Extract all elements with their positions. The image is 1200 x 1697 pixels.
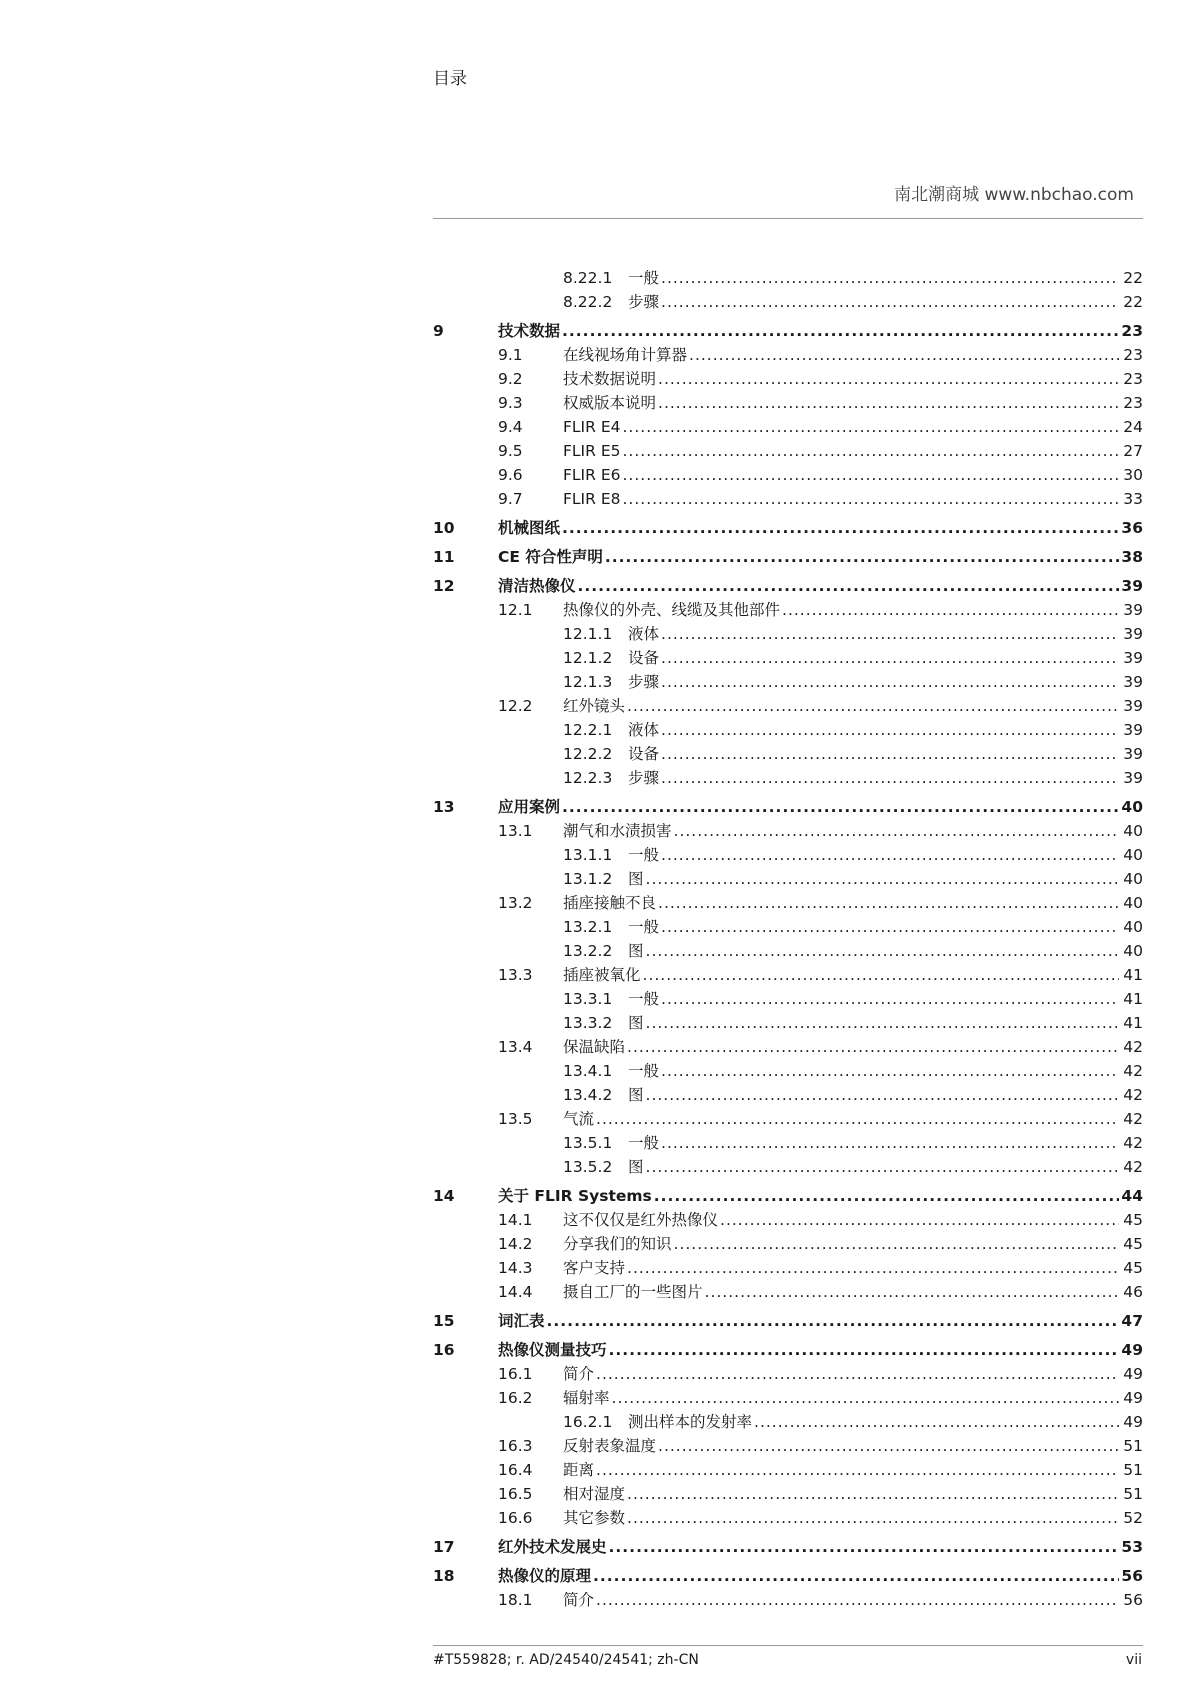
toc-dot-leader [661,646,1119,670]
toc-entry-title: 一般 [628,918,660,936]
toc-dot-leader [661,622,1119,646]
toc-entry-page: 39 [1123,601,1143,619]
toc-entry[interactable] [433,1256,1143,1280]
toc-dot-leader [661,266,1119,290]
toc-entry-page: 23 [1123,370,1143,388]
toc-entry[interactable] [433,516,1143,540]
toc-entry-page: 51 [1123,1485,1143,1503]
toc-entry[interactable] [433,463,1143,487]
toc-entry-page: 39 [1123,673,1143,691]
toc-entry-number: 14.4 [498,1283,533,1301]
toc-entry-title: 设备 [628,745,660,763]
toc-entry-page: 39 [1121,577,1143,595]
toc-entry-title: 一般 [628,1062,660,1080]
toc-entry-number: 13.2 [498,894,533,912]
toc-entry-title: 一般 [628,846,660,864]
toc-entry[interactable] [433,1208,1143,1232]
toc-entry[interactable] [433,439,1143,463]
toc-entry-number: 13.3.1 [563,990,613,1008]
toc-entry-page: 49 [1123,1389,1143,1407]
toc-entry-title: 步骤 [628,673,660,691]
toc-dot-leader [661,290,1119,314]
toc-entry-page: 30 [1123,466,1143,484]
toc-entry-number: 9.7 [498,490,523,508]
toc-dot-leader [622,487,1119,511]
toc-entry-title: FLIR E6 [563,466,621,484]
toc-entry-number: 13.3.2 [563,1014,613,1032]
toc-entry-title: 在线视场角计算器 [563,346,688,364]
toc-dot-leader [661,987,1119,1011]
toc-dot-leader [658,891,1119,915]
toc-entry-number: 12.1.1 [563,625,613,643]
toc-entry-page: 40 [1123,894,1143,912]
toc-entry-number: 18.1 [498,1591,533,1609]
toc-entry-title: 一般 [628,990,660,1008]
toc-entry-number: 16.2 [498,1389,533,1407]
toc-entry-number: 13.5.1 [563,1134,613,1152]
toc-dot-leader [627,694,1119,718]
toc-entry-title: 距离 [563,1461,595,1479]
toc-entry-number: 10 [433,519,455,537]
toc-entry[interactable] [433,1083,1143,1107]
toc-entry-page: 40 [1121,798,1143,816]
toc-entry-page: 22 [1123,269,1143,287]
toc-entry[interactable] [433,1309,1143,1333]
toc-entry-title: 技术数据 [498,322,561,340]
toc-entry-page: 39 [1123,697,1143,715]
toc-entry-title: 热像仪测量技巧 [498,1341,607,1359]
toc-entry-page: 45 [1123,1235,1143,1253]
toc-entry-page: 41 [1123,966,1143,984]
toc-entry[interactable] [433,819,1143,843]
toc-entry-page: 46 [1123,1283,1143,1301]
toc-dot-leader [658,391,1119,415]
watermark-text: 南北潮商城 www.nbchao.com [894,185,1134,205]
toc-entry-title: FLIR E4 [563,418,621,436]
toc-entry[interactable] [433,1280,1143,1304]
toc-entry[interactable] [433,891,1143,915]
toc-entry[interactable] [433,545,1143,569]
toc-entry-title: 图 [628,1086,644,1104]
toc-entry-page: 49 [1123,1365,1143,1383]
toc-entry-page: 40 [1123,870,1143,888]
toc-entry[interactable] [433,1386,1143,1410]
toc-dot-leader [609,1338,1119,1362]
toc-entry-number: 12.2.2 [563,745,613,763]
toc-entry-number: 9.6 [498,466,523,484]
toc-entry[interactable] [433,1232,1143,1256]
toc-entry-number: 13.4.2 [563,1086,613,1104]
toc-dot-leader [596,1588,1119,1612]
toc-entry-number: 13.5 [498,1110,533,1128]
table-of-contents [433,266,1143,1612]
toc-entry-number: 12.1.2 [563,649,613,667]
toc-entry-title: 词汇表 [498,1312,545,1330]
toc-dot-leader [578,574,1119,598]
toc-dot-leader [658,1434,1119,1458]
toc-entry[interactable] [433,1482,1143,1506]
toc-entry-title: 一般 [628,269,660,287]
toc-entry[interactable] [433,795,1143,819]
toc-entry-page: 39 [1123,769,1143,787]
toc-entry-number: 12.1.3 [563,673,613,691]
toc-entry-page: 42 [1123,1110,1143,1128]
toc-entry-number: 12.2 [498,697,533,715]
toc-entry[interactable] [433,290,1143,314]
toc-entry-number: 13.1 [498,822,533,840]
toc-entry-title: 图 [628,1014,644,1032]
toc-entry[interactable] [433,1338,1143,1362]
toc-entry-page: 42 [1123,1038,1143,1056]
toc-entry-number: 14.2 [498,1235,533,1253]
toc-dot-leader [646,939,1119,963]
toc-entry[interactable] [433,987,1143,1011]
toc-entry-title: 红外镜头 [563,697,626,715]
toc-dot-leader [622,415,1119,439]
toc-entry-page: 39 [1123,721,1143,739]
toc-entry-title: 简介 [563,1591,595,1609]
toc-dot-leader [646,1011,1119,1035]
toc-dot-leader [661,843,1119,867]
toc-entry[interactable] [433,622,1143,646]
footer-divider [433,1645,1143,1646]
toc-entry[interactable] [433,1184,1143,1208]
toc-dot-leader [705,1280,1119,1304]
toc-entry-title: 关于 FLIR Systems [498,1187,652,1205]
toc-entry-number: 16.1 [498,1365,533,1383]
toc-entry-title: 反射表象温度 [563,1437,657,1455]
toc-entry-title: FLIR E8 [563,490,621,508]
toc-dot-leader [674,1232,1119,1256]
toc-entry[interactable] [433,574,1143,598]
toc-entry-number: 9.4 [498,418,523,436]
toc-entry-title: 技术数据说明 [563,370,657,388]
toc-entry-number: 12.1 [498,601,533,619]
toc-entry-title: 相对湿度 [563,1485,626,1503]
toc-entry-page: 40 [1123,942,1143,960]
toc-entry-page: 49 [1121,1341,1143,1359]
toc-dot-leader [754,1410,1119,1434]
toc-dot-leader [661,1131,1119,1155]
toc-entry-page: 39 [1123,649,1143,667]
toc-entry[interactable] [433,1588,1143,1612]
toc-entry[interactable] [433,843,1143,867]
toc-entry-page: 56 [1123,1591,1143,1609]
toc-entry-title: 其它参数 [563,1509,626,1527]
toc-dot-leader [627,1506,1119,1530]
toc-entry-page: 23 [1121,322,1143,340]
toc-entry-title: 简介 [563,1365,595,1383]
toc-dot-leader [661,915,1119,939]
toc-dot-leader [609,1535,1119,1559]
toc-dot-leader [612,1386,1119,1410]
toc-entry-title: 步骤 [628,769,660,787]
toc-entry-page: 42 [1123,1086,1143,1104]
toc-entry-number: 16.3 [498,1437,533,1455]
toc-dot-leader [661,766,1119,790]
toc-dot-leader [562,795,1119,819]
toc-entry-number: 13.5.2 [563,1158,613,1176]
toc-entry-title: 这不仅仅是红外热像仪 [563,1211,719,1229]
toc-entry-title: 应用案例 [498,798,561,816]
toc-entry-page: 53 [1121,1538,1143,1556]
toc-entry-page: 51 [1123,1461,1143,1479]
toc-entry-number: 9.3 [498,394,523,412]
toc-entry-title: 摄自工厂的一些图片 [563,1283,703,1301]
toc-dot-leader [658,367,1119,391]
toc-dot-leader [605,545,1119,569]
toc-entry-title: 客户支持 [563,1259,626,1277]
toc-dot-leader [627,1035,1119,1059]
toc-entry[interactable] [433,1458,1143,1482]
toc-dot-leader [661,670,1119,694]
toc-entry-number: 13 [433,798,455,816]
toc-entry-number: 16.2.1 [563,1413,613,1431]
toc-entry-title: 分享我们的知识 [563,1235,672,1253]
toc-dot-leader [622,439,1119,463]
toc-entry-title: 机械图纸 [498,519,561,537]
section-title: 目录 [433,69,467,89]
toc-entry-page: 40 [1123,846,1143,864]
toc-entry-number: 9 [433,322,444,340]
toc-entry[interactable] [433,415,1143,439]
toc-entry[interactable] [433,319,1143,343]
toc-entry-page: 24 [1123,418,1143,436]
toc-entry-page: 56 [1121,1567,1143,1585]
toc-dot-leader [646,867,1119,891]
toc-entry[interactable] [433,1107,1143,1131]
toc-entry-page: 33 [1123,490,1143,508]
toc-entry-number: 13.2.2 [563,942,613,960]
toc-entry[interactable] [433,670,1143,694]
toc-dot-leader [661,718,1119,742]
toc-entry[interactable] [433,646,1143,670]
toc-entry-number: 14.1 [498,1211,533,1229]
toc-dot-leader [646,1083,1119,1107]
toc-entry[interactable] [433,1059,1143,1083]
toc-dot-leader [661,742,1119,766]
toc-dot-leader [562,319,1119,343]
toc-entry[interactable] [433,915,1143,939]
toc-entry-number: 16.5 [498,1485,533,1503]
toc-entry-number: 9.2 [498,370,523,388]
toc-entry-page: 27 [1123,442,1143,460]
toc-entry-page: 39 [1123,625,1143,643]
toc-entry-number: 12.2.1 [563,721,613,739]
toc-entry-title: 图 [628,1158,644,1176]
toc-entry-page: 41 [1123,1014,1143,1032]
toc-entry[interactable] [433,391,1143,415]
toc-entry-number: 12.2.3 [563,769,613,787]
toc-entry-page: 44 [1121,1187,1143,1205]
toc-entry-page: 23 [1123,394,1143,412]
toc-entry-number: 18 [433,1567,455,1585]
toc-entry[interactable] [433,1362,1143,1386]
toc-entry[interactable] [433,742,1143,766]
header-divider [433,218,1143,219]
toc-entry-page: 23 [1123,346,1143,364]
toc-entry-title: 红外技术发展史 [498,1538,607,1556]
toc-entry-number: 13.3 [498,966,533,984]
toc-dot-leader [593,1564,1119,1588]
toc-entry-number: 15 [433,1312,455,1330]
toc-entry-page: 47 [1121,1312,1143,1330]
toc-entry-title: 液体 [628,625,660,643]
toc-entry-title: 潮气和水渍损害 [563,822,672,840]
toc-entry-page: 42 [1123,1062,1143,1080]
toc-entry-number: 16.4 [498,1461,533,1479]
toc-entry-title: 插座被氧化 [563,966,641,984]
toc-entry-page: 41 [1123,990,1143,1008]
toc-entry[interactable] [433,1410,1143,1434]
toc-entry[interactable] [433,266,1143,290]
toc-entry[interactable] [433,1434,1143,1458]
toc-entry[interactable] [433,1155,1143,1179]
toc-entry[interactable] [433,867,1143,891]
document-id: #T559828; r. AD/24540/24541; zh-CN [433,1652,699,1668]
toc-entry-page: 22 [1123,293,1143,311]
toc-entry-number: 16 [433,1341,455,1359]
toc-dot-leader [661,1059,1119,1083]
toc-entry[interactable] [433,1564,1143,1588]
toc-entry-title: 设备 [628,649,660,667]
toc-entry-number: 14.3 [498,1259,533,1277]
toc-dot-leader [627,1256,1119,1280]
toc-entry[interactable] [433,367,1143,391]
toc-entry-number: 17 [433,1538,455,1556]
toc-entry-page: 39 [1123,745,1143,763]
toc-entry-number: 8.22.2 [563,293,613,311]
toc-entry-page: 36 [1121,519,1143,537]
toc-entry-title: 气流 [563,1110,595,1128]
toc-dot-leader [562,516,1119,540]
toc-entry-number: 14 [433,1187,455,1205]
toc-entry-title: 步骤 [628,293,660,311]
toc-entry[interactable] [433,963,1143,987]
toc-entry-title: CE 符合性声明 [498,548,603,566]
toc-entry-title: 液体 [628,721,660,739]
toc-entry[interactable] [433,1506,1143,1530]
toc-entry-title: 测出样本的发射率 [628,1413,753,1431]
toc-entry-title: 图 [628,942,644,960]
toc-entry-title: 清洁热像仪 [498,577,576,595]
toc-entry-title: 热像仪的外壳、线缆及其他部件 [563,601,781,619]
toc-dot-leader [596,1458,1119,1482]
toc-entry[interactable] [433,1535,1143,1559]
toc-entry-number: 13.4.1 [563,1062,613,1080]
toc-entry-number: 11 [433,548,455,566]
toc-entry-page: 38 [1121,548,1143,566]
toc-entry-page: 40 [1123,918,1143,936]
toc-entry-title: 权威版本说明 [563,394,657,412]
toc-dot-leader [674,819,1119,843]
toc-entry-number: 13.2.1 [563,918,613,936]
toc-entry[interactable] [433,1011,1143,1035]
toc-dot-leader [596,1362,1119,1386]
toc-dot-leader [622,463,1119,487]
toc-entry-number: 8.22.1 [563,269,613,287]
toc-dot-leader [689,343,1119,367]
toc-entry-title: 辐射率 [563,1389,610,1407]
toc-entry[interactable] [433,939,1143,963]
toc-entry-page: 42 [1123,1158,1143,1176]
toc-entry-page: 49 [1123,1413,1143,1431]
toc-entry-number: 9.1 [498,346,523,364]
toc-entry[interactable] [433,718,1143,742]
toc-entry-page: 42 [1123,1134,1143,1152]
toc-dot-leader [596,1107,1119,1131]
toc-entry[interactable] [433,766,1143,790]
toc-dot-leader [547,1309,1119,1333]
toc-dot-leader [720,1208,1119,1232]
toc-entry-title: FLIR E5 [563,442,621,460]
toc-entry-title: 插座接触不良 [563,894,657,912]
page-number: vii [1125,1652,1142,1668]
toc-entry-title: 一般 [628,1134,660,1152]
toc-entry-number: 12 [433,577,455,595]
toc-dot-leader [627,1482,1119,1506]
toc-dot-leader [782,598,1119,622]
toc-entry-page: 40 [1123,822,1143,840]
toc-entry-number: 9.5 [498,442,523,460]
toc-entry-title: 图 [628,870,644,888]
toc-entry-number: 13.1.2 [563,870,613,888]
toc-entry[interactable] [433,1035,1143,1059]
toc-dot-leader [646,1155,1119,1179]
toc-entry-title: 保温缺陷 [563,1038,626,1056]
toc-entry-page: 52 [1123,1509,1143,1527]
toc-entry-number: 13.1.1 [563,846,613,864]
toc-entry-page: 45 [1123,1259,1143,1277]
toc-dot-leader [643,963,1119,987]
toc-entry[interactable] [433,487,1143,511]
toc-entry-number: 13.4 [498,1038,533,1056]
toc-entry[interactable] [433,343,1143,367]
toc-entry[interactable] [433,598,1143,622]
toc-entry-page: 45 [1123,1211,1143,1229]
toc-dot-leader [654,1184,1119,1208]
toc-entry-number: 16.6 [498,1509,533,1527]
toc-entry[interactable] [433,694,1143,718]
toc-entry-page: 51 [1123,1437,1143,1455]
toc-entry-title: 热像仪的原理 [498,1567,592,1585]
toc-entry[interactable] [433,1131,1143,1155]
